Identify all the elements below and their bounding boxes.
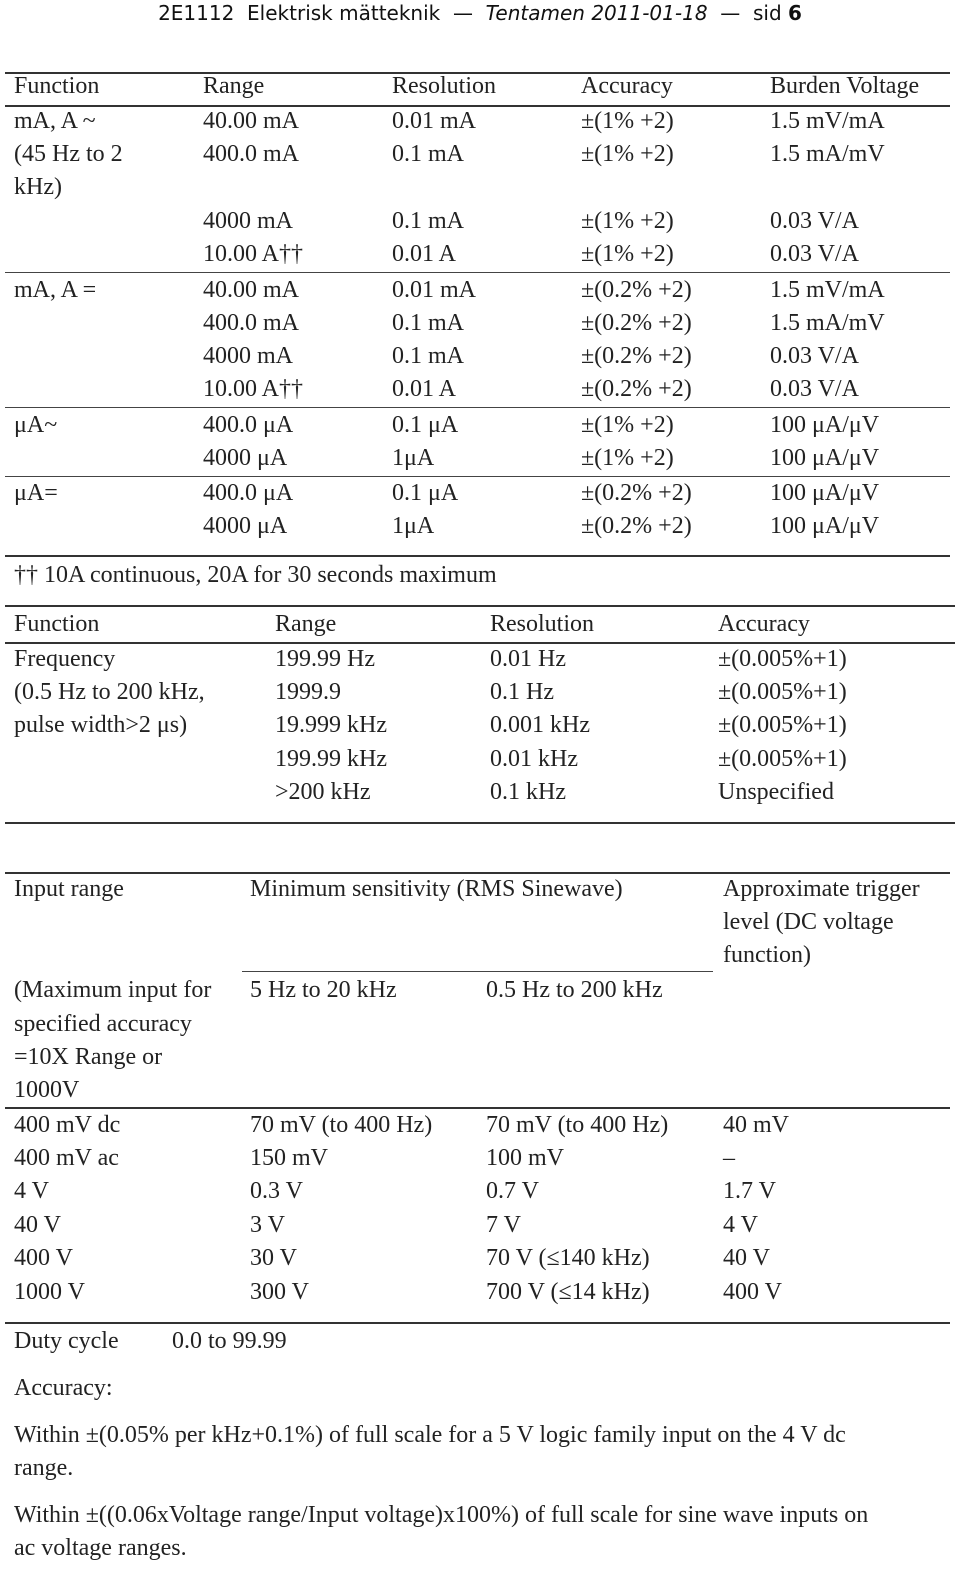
sensitivity-05hz-cell: 70 mV (to 400 Hz) bbox=[486, 1112, 669, 1138]
accuracy-cell: Unspecified bbox=[718, 779, 834, 805]
page-header bbox=[0, 0, 960, 26]
resolution-cell: 0.1 Hz bbox=[490, 679, 554, 705]
trigger-cell: 40 mV bbox=[723, 1112, 789, 1138]
burden-cell: 0.03 V/A bbox=[770, 241, 859, 267]
header-range: Range bbox=[203, 73, 265, 99]
burden-cell: 100 μA/μV bbox=[770, 445, 880, 471]
resolution-cell: 0.1 mA bbox=[392, 310, 464, 336]
header-function: Function bbox=[14, 73, 100, 99]
footnote: †† 10A continuous, 20A for 30 seconds maximum bbox=[14, 562, 497, 588]
header-trigger: level (DC voltage bbox=[723, 909, 894, 935]
burden-cell: 100 μA/μV bbox=[770, 513, 880, 539]
burden-cell: 1.5 mA/mV bbox=[770, 141, 885, 167]
sensitivity-05hz-cell: 7 V bbox=[486, 1212, 521, 1238]
resolution-cell: 0.01 mA bbox=[392, 108, 476, 134]
accuracy-cell: ±(0.005%+1) bbox=[718, 712, 847, 738]
range-cell: 199.99 Hz bbox=[275, 646, 375, 672]
resolution-cell: 1μA bbox=[392, 445, 435, 471]
table-rule bbox=[5, 872, 950, 874]
trigger-cell: 40 V bbox=[723, 1245, 770, 1271]
function-cell: pulse width>2 μs) bbox=[14, 712, 188, 738]
burden-cell: 1.5 mA/mV bbox=[770, 310, 885, 336]
range-cell: 400.0 μA bbox=[203, 480, 294, 506]
note-line: (Maximum input for bbox=[14, 977, 212, 1003]
page-number: 6 bbox=[788, 1, 802, 25]
accuracy-cell: ±(1% +2) bbox=[581, 208, 674, 234]
sensitivity-5hz-cell: 150 mV bbox=[250, 1145, 328, 1171]
resolution-cell: 0.01 Hz bbox=[490, 646, 566, 672]
course-title: Elektrisk mätteknik bbox=[247, 1, 441, 25]
header-input-range: Input range bbox=[14, 876, 124, 902]
range-cell: 4000 mA bbox=[203, 343, 293, 369]
resolution-cell: 0.01 mA bbox=[392, 277, 476, 303]
function-cell: mA, A = bbox=[14, 277, 97, 303]
sensitivity-5hz-cell: 3 V bbox=[250, 1212, 285, 1238]
resolution-cell: 0.1 mA bbox=[392, 343, 464, 369]
accuracy-cell: ±(0.2% +2) bbox=[581, 277, 692, 303]
function-cell: μA= bbox=[14, 480, 58, 506]
header-trigger: Approximate trigger bbox=[723, 876, 920, 902]
accuracy-cell: ±(1% +2) bbox=[581, 108, 674, 134]
burden-cell: 100 μA/μV bbox=[770, 412, 880, 438]
accuracy-cell: ±(0.2% +2) bbox=[581, 343, 692, 369]
resolution-cell: 1μA bbox=[392, 513, 435, 539]
header-dash: — bbox=[720, 1, 741, 25]
accuracy-cell: ±(0.2% +2) bbox=[581, 310, 692, 336]
header-burden-voltage: Burden Voltage bbox=[770, 73, 920, 99]
header-trigger: function) bbox=[723, 942, 811, 968]
resolution-cell: 0.1 μA bbox=[392, 480, 459, 506]
header-range: Range bbox=[275, 611, 337, 637]
burden-cell: 1.5 mV/mA bbox=[770, 277, 885, 303]
function-cell: mA, A ~ bbox=[14, 108, 96, 134]
range-cell: 40.00 mA bbox=[203, 277, 299, 303]
table-rule bbox=[5, 272, 950, 273]
range-cell: >200 kHz bbox=[275, 779, 371, 805]
input-range-cell: 4 V bbox=[14, 1178, 49, 1204]
input-range-cell: 40 V bbox=[14, 1212, 61, 1238]
sensitivity-05hz-cell: 700 V (≤14 kHz) bbox=[486, 1279, 650, 1305]
resolution-cell: 0.1 μA bbox=[392, 412, 459, 438]
function-cell: Frequency bbox=[14, 646, 116, 672]
range-cell: 1999.9 bbox=[275, 679, 341, 705]
accuracy-paragraph: ac voltage ranges. bbox=[14, 1535, 187, 1561]
table-rule bbox=[5, 605, 955, 607]
resolution-cell: 0.01 A bbox=[392, 376, 457, 402]
sub-header-rule bbox=[242, 971, 713, 972]
sensitivity-5hz-cell: 70 mV (to 400 Hz) bbox=[250, 1112, 433, 1138]
sensitivity-05hz-cell: 70 V (≤140 kHz) bbox=[486, 1245, 650, 1271]
range-cell: 4000 μA bbox=[203, 513, 288, 539]
accuracy-paragraph: range. bbox=[14, 1455, 74, 1481]
resolution-cell: 0.1 mA bbox=[392, 208, 464, 234]
subheader-05hz: 0.5 Hz to 200 kHz bbox=[486, 977, 663, 1003]
range-cell: 199.99 kHz bbox=[275, 746, 387, 772]
table-rule bbox=[5, 407, 950, 408]
subheader-5hz: 5 Hz to 20 kHz bbox=[250, 977, 397, 1003]
accuracy-cell: ±(0.005%+1) bbox=[718, 679, 847, 705]
resolution-cell: 0.01 kHz bbox=[490, 746, 578, 772]
accuracy-cell: ±(1% +2) bbox=[581, 241, 674, 267]
burden-cell: 1.5 mV/mA bbox=[770, 108, 885, 134]
function-cell: (0.5 Hz to 200 kHz, bbox=[14, 679, 205, 705]
accuracy-label: Accuracy: bbox=[14, 1375, 113, 1401]
sensitivity-5hz-cell: 0.3 V bbox=[250, 1178, 303, 1204]
header-accuracy: Accuracy bbox=[718, 611, 810, 637]
range-cell: 10.00 A†† bbox=[203, 376, 304, 402]
resolution-cell: 0.001 kHz bbox=[490, 712, 590, 738]
duty-cycle-label: Duty cycle bbox=[14, 1328, 119, 1354]
sensitivity-5hz-cell: 30 V bbox=[250, 1245, 297, 1271]
accuracy-cell: ±(1% +2) bbox=[581, 445, 674, 471]
range-cell: 400.0 mA bbox=[203, 310, 299, 336]
header-dash: — bbox=[452, 1, 473, 25]
table-rule bbox=[5, 476, 950, 477]
range-cell: 40.00 mA bbox=[203, 108, 299, 134]
accuracy-paragraph: Within ±((0.06xVoltage range/Input voltage)x100%) of full scale for sine wave inputs on bbox=[14, 1502, 869, 1528]
exam-label: Tentamen 2011-01-18 bbox=[485, 1, 708, 25]
burden-cell: 0.03 V/A bbox=[770, 208, 859, 234]
header-function: Function bbox=[14, 611, 100, 637]
trigger-cell: 400 V bbox=[723, 1279, 782, 1305]
range-cell: 4000 mA bbox=[203, 208, 293, 234]
function-cell: (45 Hz to 2 bbox=[14, 141, 123, 167]
input-range-cell: 400 V bbox=[14, 1245, 73, 1271]
input-range-cell: 1000 V bbox=[14, 1279, 85, 1305]
table-rule bbox=[5, 1322, 950, 1324]
range-cell: 4000 μA bbox=[203, 445, 288, 471]
accuracy-cell: ±(0.005%+1) bbox=[718, 746, 847, 772]
resolution-cell: 0.1 mA bbox=[392, 141, 464, 167]
accuracy-cell: ±(1% +2) bbox=[581, 141, 674, 167]
resolution-cell: 0.01 A bbox=[392, 241, 457, 267]
note-line: =10X Range or bbox=[14, 1044, 163, 1070]
table-rule bbox=[5, 1107, 950, 1109]
table-rule bbox=[5, 105, 950, 107]
duty-cycle-value: 0.0 to 99.99 bbox=[172, 1328, 287, 1354]
resolution-cell: 0.1 kHz bbox=[490, 779, 566, 805]
course-code: 2E1112 bbox=[158, 1, 235, 25]
input-range-cell: 400 mV ac bbox=[14, 1145, 119, 1171]
accuracy-cell: ±(0.2% +2) bbox=[581, 376, 692, 402]
sensitivity-05hz-cell: 0.7 V bbox=[486, 1178, 539, 1204]
burden-cell: 100 μA/μV bbox=[770, 480, 880, 506]
header-accuracy: Accuracy bbox=[581, 73, 673, 99]
accuracy-paragraph: Within ±(0.05% per kHz+0.1%) of full scale for a 5 V logic family input on the 4 V dc bbox=[14, 1422, 846, 1448]
burden-cell: 0.03 V/A bbox=[770, 376, 859, 402]
function-cell: kHz) bbox=[14, 174, 62, 200]
range-cell: 19.999 kHz bbox=[275, 712, 387, 738]
trigger-cell: 4 V bbox=[723, 1212, 758, 1238]
accuracy-cell: ±(0.2% +2) bbox=[581, 513, 692, 539]
table-rule bbox=[5, 822, 955, 824]
accuracy-cell: ±(0.2% +2) bbox=[581, 480, 692, 506]
sensitivity-5hz-cell: 300 V bbox=[250, 1279, 309, 1305]
table-rule bbox=[5, 555, 950, 557]
accuracy-cell: ±(1% +2) bbox=[581, 412, 674, 438]
burden-cell: 0.03 V/A bbox=[770, 343, 859, 369]
range-cell: 10.00 A†† bbox=[203, 241, 304, 267]
range-cell: 400.0 μA bbox=[203, 412, 294, 438]
sensitivity-05hz-cell: 100 mV bbox=[486, 1145, 564, 1171]
page-label: sid bbox=[752, 1, 782, 25]
note-line: 1000V bbox=[14, 1077, 80, 1103]
note-line: specified accuracy bbox=[14, 1011, 192, 1037]
trigger-cell: – bbox=[723, 1145, 735, 1171]
function-cell: μA~ bbox=[14, 412, 58, 438]
trigger-cell: 1.7 V bbox=[723, 1178, 776, 1204]
header-resolution: Resolution bbox=[490, 611, 595, 637]
table-rule bbox=[5, 642, 955, 644]
range-cell: 400.0 mA bbox=[203, 141, 299, 167]
input-range-cell: 400 mV dc bbox=[14, 1112, 121, 1138]
header-min-sensitivity: Minimum sensitivity (RMS Sinewave) bbox=[250, 876, 623, 902]
accuracy-cell: ±(0.005%+1) bbox=[718, 646, 847, 672]
header-resolution: Resolution bbox=[392, 73, 497, 99]
